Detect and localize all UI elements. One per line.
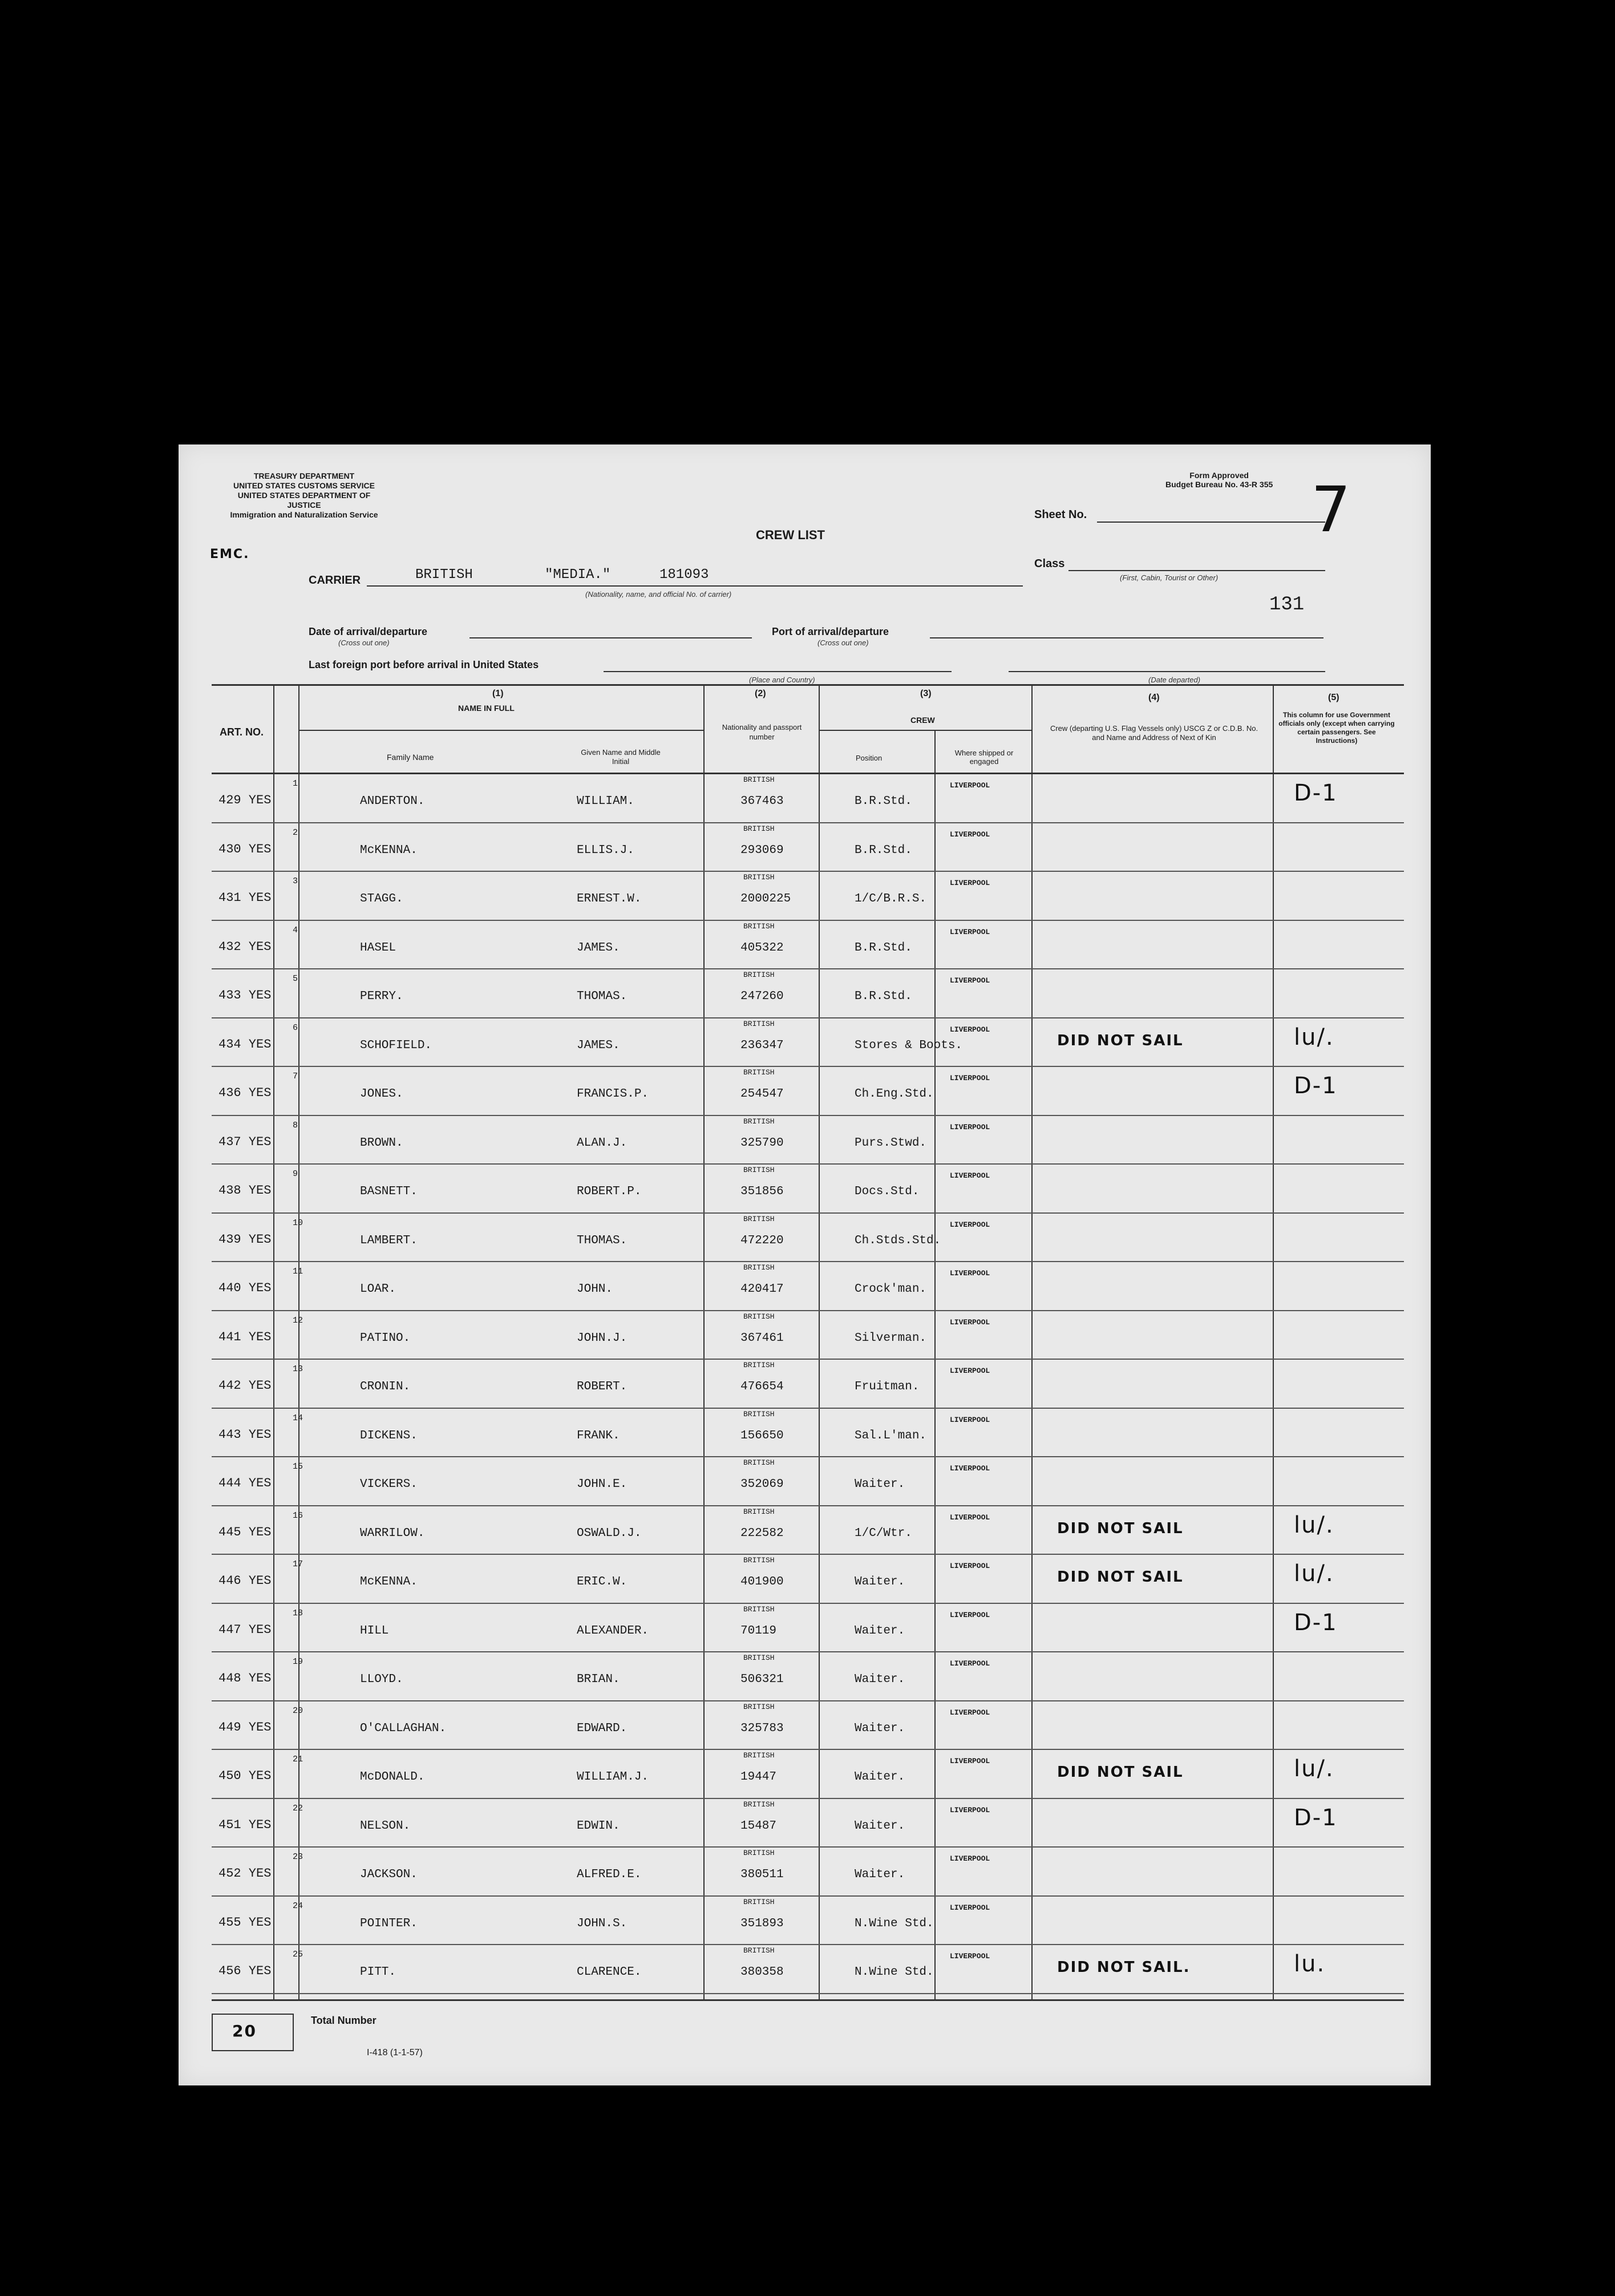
row-number: 9 [293,1169,298,1179]
row-divider [212,1749,1404,1750]
where-shipped: LIVERPOOL [950,1464,990,1473]
where-shipped: LIVERPOOL [950,976,990,985]
given-name: WILLIAM. [577,795,634,808]
crew-position: Waiter. [855,1575,905,1588]
nationality: BRITISH [743,1263,775,1272]
art-number: 446 YES [218,1574,272,1588]
art-number: 434 YES [218,1037,272,1052]
family-name: BASNETT. [360,1185,418,1198]
passport-number: 476654 [740,1380,784,1393]
official-mark: D-1 [1294,1609,1338,1636]
family-name: JONES. [360,1088,403,1101]
row-number: 14 [293,1413,303,1423]
row-number: 1 [293,779,298,789]
row-number: 5 [293,974,298,984]
passport-number: 254547 [740,1088,784,1101]
date-note: (Cross out one) [338,638,390,647]
crew-position: B.R.Std. [855,795,912,808]
passport-number: 156650 [740,1429,784,1442]
row-divider [212,871,1404,872]
nationality: BRITISH [743,1751,775,1760]
row-number: 10 [293,1218,303,1228]
col-where-shipped: Where shipped or engaged [954,749,1014,766]
given-name: ALEXANDER. [577,1624,649,1638]
crew-position: Waiter. [855,1624,905,1638]
row-number: 3 [293,876,298,886]
col5-title: This column for use Government officials only (except when carrying certain passengers. See Instructions) [1278,711,1395,745]
crew-position: Ch.Stds.Std. [855,1234,941,1247]
col-art-no: ART. NO. [220,726,264,738]
passport-number: 367461 [740,1331,784,1345]
nationality: BRITISH [743,1897,775,1906]
nationality: BRITISH [743,1458,775,1467]
row-number: 11 [293,1267,303,1276]
row-divider [212,968,1404,969]
agency-block [224,471,384,520]
given-name: ALAN.J. [577,1136,628,1150]
row-number: 22 [293,1803,303,1813]
official-mark: lu/. [1294,1024,1334,1050]
given-name: ROBERT.P. [577,1185,642,1198]
row-number: 8 [293,1120,298,1130]
family-name: BROWN. [360,1136,403,1150]
row-divider [212,1163,1404,1165]
art-number: 447 YES [218,1622,272,1637]
row-divider [212,1359,1404,1360]
where-shipped: LIVERPOOL [950,1415,990,1424]
row-number: 21 [293,1755,303,1764]
row-divider [212,1017,1404,1018]
row-divider [212,1700,1404,1701]
given-name: JOHN.S. [577,1917,628,1930]
row-number: 17 [293,1559,303,1569]
carrier-label: CARRIER [309,574,361,587]
nationality: BRITISH [743,1166,775,1174]
did-not-sail-note: DID NOT SAIL [1057,1032,1184,1049]
crew-position: Purs.Stwd. [855,1136,927,1150]
passport-number: 380511 [740,1868,784,1881]
crew-position: B.R.Std. [855,843,912,857]
art-number: 433 YES [218,988,272,1003]
col1-title: NAME IN FULL [458,704,515,713]
form-approved-line: Budget Bureau No. 43-R 355 [1165,480,1273,489]
nationality: BRITISH [743,824,775,833]
passport-number: 351893 [740,1917,784,1930]
art-number: 438 YES [218,1183,272,1198]
where-shipped: LIVERPOOL [950,1367,990,1375]
family-name: STAGG. [360,892,403,906]
nationality: BRITISH [743,873,775,882]
art-number: 443 YES [218,1427,272,1442]
given-name: ROBERT. [577,1380,628,1393]
row-divider [212,1310,1404,1311]
sheet-label: Sheet No. [1034,508,1087,521]
nationality: BRITISH [743,1068,775,1077]
passport-number: 420417 [740,1283,784,1296]
col4-num: (4) [1148,693,1160,702]
agency-line: Immigration and Naturalization Service [230,510,378,519]
row-number: 7 [293,1072,298,1081]
place-note: (Place and Country) [749,676,815,684]
row-number: 15 [293,1462,303,1472]
did-not-sail-note: DID NOT SAIL [1057,1519,1184,1537]
passport-number: 293069 [740,843,784,857]
crew-position: Crock'man. [855,1283,927,1296]
given-name: BRIAN. [577,1673,620,1686]
official-mark: lu/. [1294,1756,1334,1782]
family-name: PATINO. [360,1331,411,1345]
official-mark: D-1 [1294,1073,1338,1099]
row-divider [212,1651,1404,1652]
agency-line: TREASURY DEPARTMENT [253,471,355,480]
total-box [212,2014,294,2051]
row-divider [212,1603,1404,1604]
where-shipped: LIVERPOOL [950,1708,990,1717]
agency-line: UNITED STATES CUSTOMS SERVICE [233,481,375,490]
row-divider [212,1944,1404,1945]
col-given-name: Given Name and Middle Initial [581,748,661,766]
date-label: Date of arrival/departure [309,626,428,637]
form-approved-line: Form Approved [1189,471,1249,480]
art-number: 444 YES [218,1476,272,1490]
row-number: 2 [293,827,298,838]
nationality: BRITISH [743,1214,775,1223]
given-name: WILLIAM.J. [577,1770,649,1784]
art-number: 436 YES [218,1086,272,1100]
passport-number: 367463 [740,795,784,808]
passport-number: 472220 [740,1234,784,1247]
official-mark: lu/. [1294,1511,1334,1538]
family-name: WARRILOW. [360,1526,425,1540]
port-note: (Cross out one) [817,638,869,647]
where-shipped: LIVERPOOL [950,1074,990,1082]
given-name: ERNEST.W. [577,892,642,906]
row-number: 18 [293,1608,303,1618]
family-name: HASEL [360,941,396,955]
art-number: 450 YES [218,1769,272,1783]
row-divider [212,1993,1404,1994]
row-number: 20 [293,1705,303,1716]
row-divider [212,1115,1404,1116]
given-name: CLARENCE. [577,1966,642,1979]
passport-number: 19447 [740,1770,777,1784]
family-name: O'CALLAGHAN. [360,1721,447,1735]
art-number: 430 YES [218,842,272,856]
passport-number: 247260 [740,990,784,1003]
where-shipped: LIVERPOOL [950,781,990,790]
row-divider [212,822,1404,823]
where-shipped: LIVERPOOL [950,879,990,887]
given-name: OSWALD.J. [577,1526,642,1540]
official-mark: lu. [1294,1951,1326,1977]
art-number: 456 YES [218,1964,272,1978]
family-name: LOAR. [360,1283,396,1296]
where-shipped: LIVERPOOL [950,1854,990,1863]
family-name: JACKSON. [360,1868,418,1881]
col2-num: (2) [755,689,766,698]
row-number: 24 [293,1901,303,1911]
nationality: BRITISH [743,1946,775,1955]
given-name: THOMAS. [577,1234,628,1247]
art-number: 451 YES [218,1817,272,1832]
crew-position: Silverman. [855,1331,927,1345]
family-name: McKENNA. [360,843,418,857]
nationality: BRITISH [743,1654,775,1662]
given-name: ERIC.W. [577,1575,628,1588]
row-divider [212,1212,1404,1214]
nationality: BRITISH [743,1849,775,1857]
nationality: BRITISH [743,775,775,784]
number-131: 131 [1269,594,1305,616]
total-label: Total Number [311,2015,377,2026]
col3-num: (3) [920,689,932,698]
nationality: BRITISH [743,1800,775,1809]
family-name: CRONIN. [360,1380,411,1393]
given-name: THOMAS. [577,990,628,1003]
family-name: DICKENS. [360,1429,418,1442]
nationality: BRITISH [743,1604,775,1614]
where-shipped: LIVERPOOL [950,1952,990,1961]
art-number: 440 YES [218,1281,272,1295]
col1-num: (1) [492,689,504,698]
row-number: 6 [293,1022,298,1033]
nationality: BRITISH [743,1702,775,1711]
row-number: 16 [293,1510,303,1521]
family-name: POINTER. [360,1917,418,1930]
passport-number: 506321 [740,1673,784,1686]
given-name: JOHN.J. [577,1331,628,1345]
row-divider [212,1261,1404,1262]
carrier-name: "MEDIA." [545,567,611,583]
official-mark: D-1 [1294,1804,1338,1831]
passport-number: 236347 [740,1038,784,1052]
row-number: 4 [293,925,298,935]
col-family-name: Family Name [387,753,434,762]
crew-position: Waiter. [855,1868,905,1881]
class-note: (First, Cabin, Tourist or Other) [1120,573,1219,582]
row-divider [212,1505,1404,1506]
passport-number: 405322 [740,941,784,955]
crew-position: 1/C/B.R.S. [855,892,927,906]
given-name: ELLIS.J. [577,843,634,857]
nationality: BRITISH [743,1117,775,1126]
col5-num: (5) [1328,693,1339,702]
passport-number: 70119 [740,1624,777,1638]
form-approved [1165,471,1273,489]
crew-position: Waiter. [855,1819,905,1833]
art-number: 432 YES [218,939,272,954]
crew-position: Ch.Eng.Std. [855,1088,934,1101]
crew-position: Stores & Boots. [855,1038,963,1052]
passport-number: 352069 [740,1478,784,1491]
art-number: 448 YES [218,1671,272,1685]
crew-position: Docs.Std. [855,1185,920,1198]
col2-title: Nationality and passport number [722,723,802,741]
where-shipped: LIVERPOOL [950,1171,990,1180]
nationality: BRITISH [743,1507,775,1516]
row-divider [212,1554,1404,1555]
crew-position: Waiter. [855,1673,905,1686]
official-mark: lu/. [1294,1561,1334,1587]
col3-title: CREW [910,716,935,725]
did-not-sail-note: DID NOT SAIL. [1057,1959,1191,1976]
family-name: HILL [360,1624,389,1638]
nationality: BRITISH [743,971,775,979]
crew-position: Waiter. [855,1770,905,1784]
family-name: LLOYD. [360,1673,403,1686]
given-name: EDWIN. [577,1819,620,1833]
passport-number: 351856 [740,1185,784,1198]
nationality: BRITISH [743,1361,775,1369]
col-position: Position [856,754,883,762]
family-name: McDONALD. [360,1770,425,1784]
passport-number: 325790 [740,1136,784,1150]
family-name: PITT. [360,1966,396,1979]
col4-title: Crew (departing U.S. Flag Vessels only) USCG Z or C.D.B. No. and Name and Address of Next of Kin [1050,724,1258,742]
nationality: BRITISH [743,1556,775,1565]
given-name: EDWARD. [577,1721,628,1735]
crew-position: B.R.Std. [855,941,912,955]
where-shipped: LIVERPOOL [950,1757,990,1765]
form-code: I-418 (1-1-57) [367,2048,423,2057]
where-shipped: LIVERPOOL [950,1269,990,1278]
passport-number: 15487 [740,1819,777,1833]
total-value: 20 [232,2022,257,2040]
given-name: FRANCIS.P. [577,1088,649,1101]
class-label: Class [1034,557,1065,570]
did-not-sail-note: DID NOT SAIL [1057,1764,1184,1781]
where-shipped: LIVERPOOL [950,1513,990,1522]
art-number: 445 YES [218,1525,272,1539]
date-departed-note: (Date departed) [1148,676,1201,684]
family-name: McKENNA. [360,1575,418,1588]
where-shipped: LIVERPOOL [950,1220,990,1229]
passport-number: 2000225 [740,892,791,906]
nationality: BRITISH [743,1019,775,1028]
crew-position: Fruitman. [855,1380,920,1393]
art-number: 431 YES [218,891,272,905]
carrier-nationality: BRITISH [415,567,473,583]
crew-position: N.Wine Std. [855,1966,934,1979]
row-number: 13 [293,1364,303,1374]
row-divider [212,1066,1404,1067]
port-label: Port of arrival/departure [772,626,889,637]
art-number: 449 YES [218,1720,272,1735]
passport-number: 380358 [740,1966,784,1979]
crew-position: Waiter. [855,1721,905,1735]
passport-number: 325783 [740,1721,784,1735]
family-name: LAMBERT. [360,1234,418,1247]
row-number: 23 [293,1852,303,1862]
art-number: 441 YES [218,1329,272,1344]
row-number: 19 [293,1657,303,1667]
page-title: CREW LIST [756,528,825,542]
agency-line: UNITED STATES DEPARTMENT OF JUSTICE [237,491,371,510]
where-shipped: LIVERPOOL [950,1805,990,1814]
where-shipped: LIVERPOOL [950,927,990,936]
given-name: JOHN. [577,1283,613,1296]
art-number: 455 YES [218,1915,272,1930]
crew-position: 1/C/Wtr. [855,1526,912,1540]
family-name: VICKERS. [360,1478,418,1491]
row-number: 12 [293,1315,303,1325]
row-number: 25 [293,1950,303,1959]
crew-position: Waiter. [855,1478,905,1491]
given-name: ALFRED.E. [577,1868,642,1881]
where-shipped: LIVERPOOL [950,1025,990,1034]
art-number: 437 YES [218,1134,272,1149]
art-number: 452 YES [218,1866,272,1881]
row-divider [212,1895,1404,1897]
nationality: BRITISH [743,1312,775,1321]
official-mark: D-1 [1294,780,1338,806]
row-divider [212,1408,1404,1409]
passport-number: 222582 [740,1526,784,1540]
where-shipped: LIVERPOOL [950,1903,990,1912]
art-number: 429 YES [218,793,272,807]
carrier-number: 181093 [659,567,709,583]
given-name: JAMES. [577,941,620,955]
where-shipped: LIVERPOOL [950,1610,990,1619]
row-divider [212,920,1404,921]
family-name: PERRY. [360,990,403,1003]
given-name: FRANK. [577,1429,620,1442]
emc-mark: EMC. [210,547,250,561]
family-name: SCHOFIELD. [360,1038,432,1052]
carrier-note: (Nationality, name, and official No. of carrier) [585,590,732,599]
given-name: JOHN.E. [577,1478,628,1491]
where-shipped: LIVERPOOL [950,830,990,839]
family-name: NELSON. [360,1819,411,1833]
crew-position: Sal.L'man. [855,1429,927,1442]
crew-list-sheet [179,444,1431,2085]
row-divider [212,1456,1404,1457]
last-port-label: Last foreign port before arrival in United States [309,659,539,670]
where-shipped: LIVERPOOL [950,1659,990,1668]
where-shipped: LIVERPOOL [950,1122,990,1131]
where-shipped: LIVERPOOL [950,1317,990,1327]
family-name: ANDERTON. [360,795,425,808]
nationality: BRITISH [743,1409,775,1418]
row-divider [212,1846,1404,1848]
art-number: 442 YES [218,1379,272,1393]
nationality: BRITISH [743,921,775,931]
row-divider [212,1798,1404,1799]
crew-position: N.Wine Std. [855,1917,934,1930]
did-not-sail-note: DID NOT SAIL [1057,1569,1184,1586]
art-number: 439 YES [218,1232,272,1247]
crew-position: B.R.Std. [855,990,912,1003]
passport-number: 401900 [740,1575,784,1588]
given-name: JAMES. [577,1038,620,1052]
sheet-number: 7 [1311,473,1352,546]
where-shipped: LIVERPOOL [950,1562,990,1570]
